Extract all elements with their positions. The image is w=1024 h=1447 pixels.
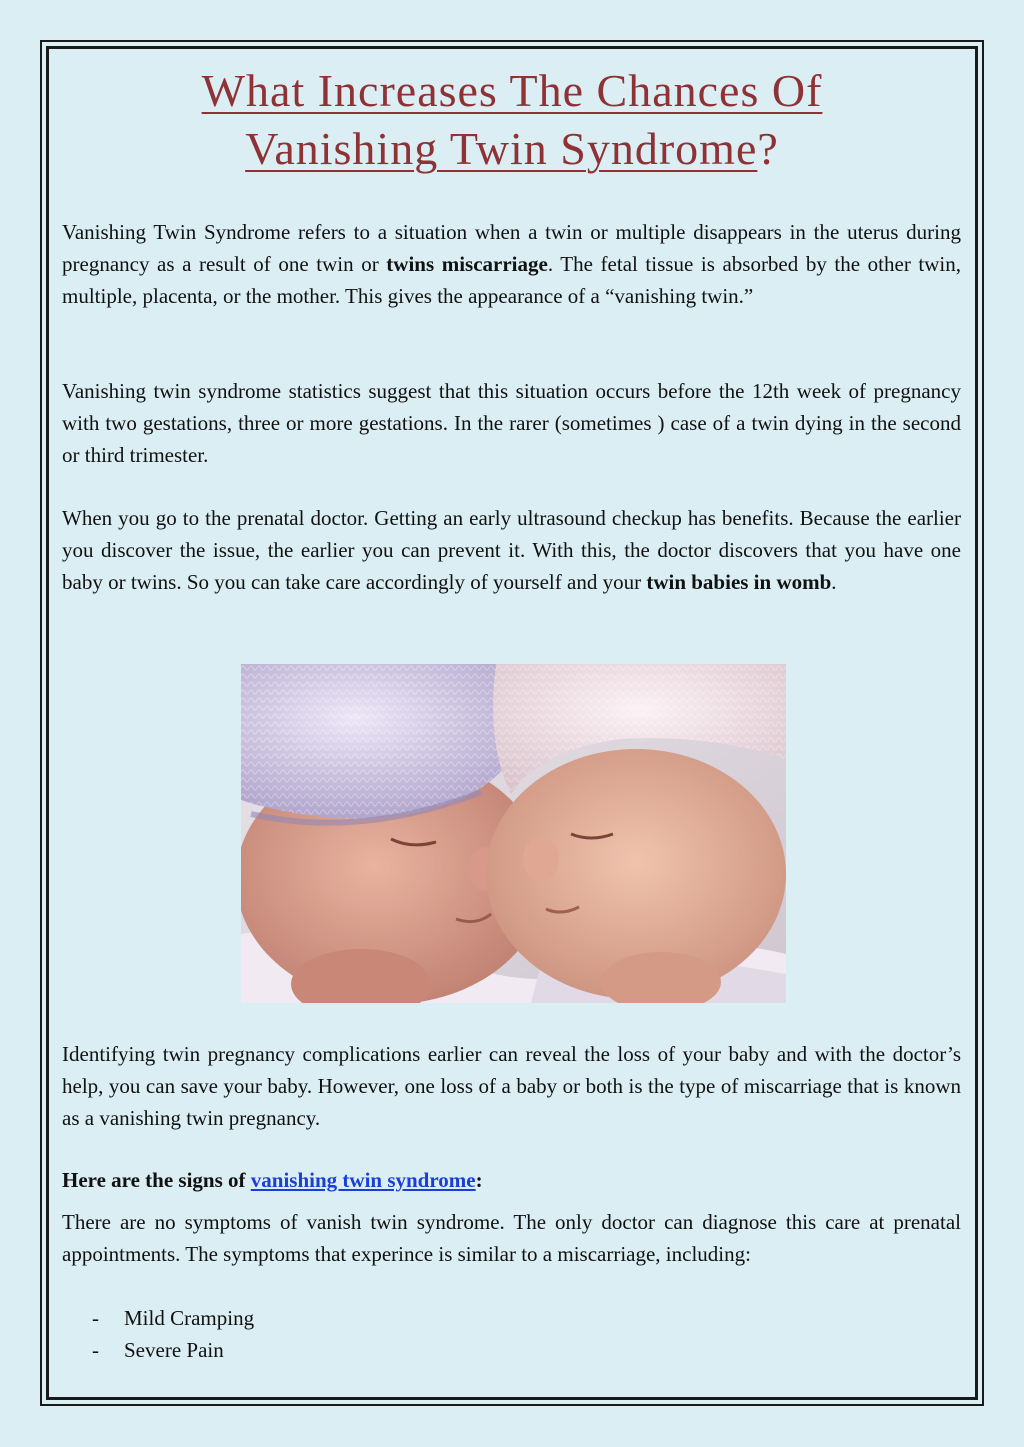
signs-heading-prefix: Here are the signs of — [62, 1168, 251, 1192]
twins-miscarriage-bold: twins miscarriage — [386, 252, 548, 276]
symptom-mild-cramping: Mild Cramping — [124, 1306, 255, 1330]
list-item — [62, 1334, 254, 1366]
title-line-1: What Increases The Chances Of — [201, 65, 823, 116]
complications-paragraph: Identifying twin pregnancy complications earlier can reveal the loss of your baby and with the doctor’s help, you can save your baby. However, one loss of a baby or both is the type of miscarriage that is known as a vanishing twin pregnancy. — [62, 1042, 961, 1130]
list-item — [62, 1302, 254, 1334]
prenatal-text-start: When you go to the prenatal doctor. Getting an early ultrasound checkup has benefits. Because the earlier you discover the issue, the earlier you can prevent it. With this, the doctor discovers that you have one baby or twins. So you can take care accordingly of yourself and your — [62, 506, 961, 594]
signs-heading — [62, 1164, 483, 1196]
statistics-paragraph: Vanishing twin syndrome statistics suggest that this situation occurs before the 12th week of pregnancy with two gestations, three or more gestations. In the rarer (sometimes ) case of a twin dying in the second or third trimester. — [62, 379, 961, 467]
page-title — [0, 62, 1024, 178]
title-line-2: Vanishing Twin Syndrome — [245, 123, 758, 174]
intro-text-start: Vanishing Twin Syndrome refers to a situation when a twin or multiple disappears in the uterus during pregnancy as a result of one twin or — [62, 220, 961, 276]
title-question-mark: ? — [757, 123, 779, 174]
intro-text-end: . The fetal tissue is absorbed by the other twin, multiple, placenta, or the mother. This gives the appearance of a “vanishing twin.” — [62, 252, 962, 308]
prenatal-text-end: . — [831, 570, 837, 594]
symptom-severe-pain: Severe Pain — [124, 1338, 224, 1362]
vanishing-twin-syndrome-link[interactable]: vanishing twin syndrome — [250, 1168, 476, 1192]
symptoms-intro-paragraph: There are no symptoms of vanish twin syndrome. The only doctor can diagnose this care at prenatal appointments. The symptoms that experince is similar to a miscarriage, including: — [62, 1210, 961, 1266]
signs-heading-colon: : — [475, 1168, 483, 1192]
list-dash: - — [92, 1338, 99, 1362]
prenatal-paragraph — [62, 502, 961, 598]
twin-babies-photo — [241, 664, 786, 1003]
list-dash: - — [92, 1306, 99, 1330]
twin-babies-bold: twin babies in womb — [646, 570, 832, 594]
symptoms-list — [62, 1302, 254, 1366]
intro-paragraph — [62, 216, 961, 312]
